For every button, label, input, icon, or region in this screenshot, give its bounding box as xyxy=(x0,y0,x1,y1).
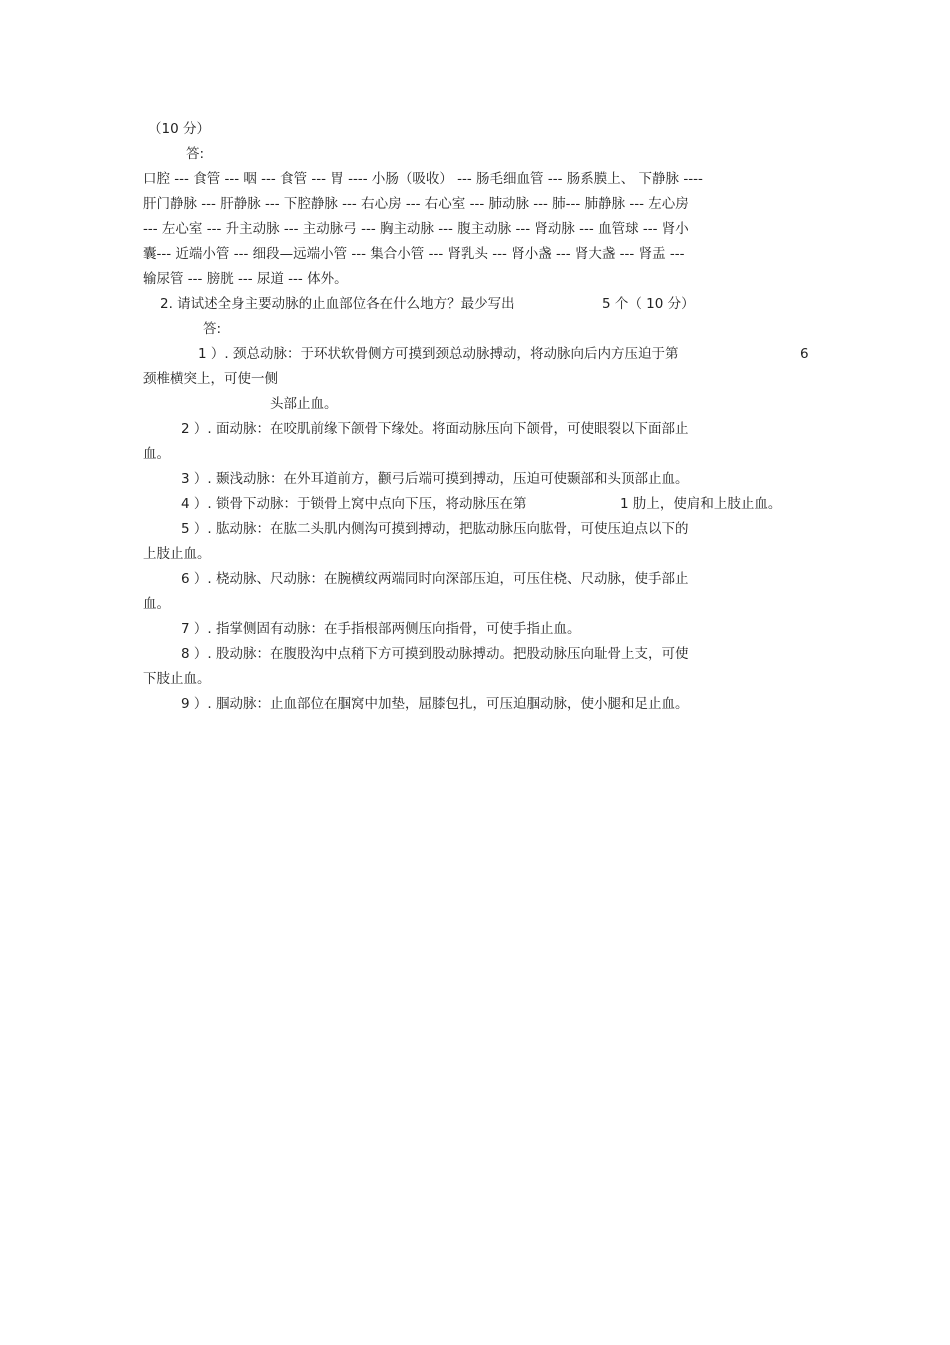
q2-item-2-cont: 血。 xyxy=(143,446,170,462)
q2-item-1-number: 6 xyxy=(800,346,809,362)
q1-score: （10 分） xyxy=(148,121,210,137)
q2-item-1-cont-2: 头部止血。 xyxy=(270,396,338,412)
q2-item-2: 2 ）. 面动脉：在咬肌前缘下颌骨下缘处。将面动脉压向下颌骨，可使眼裂以下面部止 xyxy=(181,421,689,437)
q2-item-5-cont: 上肢止血。 xyxy=(143,546,211,562)
q2-answer-label: 答: xyxy=(203,321,222,337)
q1-line-1: 口腔 --- 食管 --- 咽 --- 食管 --- 胃 ---- 小肠（吸收） --- 肠毛细血管 --- 肠系膜上、 下静脉 ---- xyxy=(143,171,703,187)
q2-item-9: 9 ）. 腘动脉：止血部位在腘窝中加垫，屈膝包扎，可压迫腘动脉，使小腿和足止血。 xyxy=(181,696,689,712)
q2-item-6-cont: 血。 xyxy=(143,596,170,612)
q2-question-count: 5 个（ 10 分） xyxy=(602,296,695,312)
q2-item-8-cont: 下肢止血。 xyxy=(143,671,211,687)
q2-question-text: 2. 请试述全身主要动脉的止血部位各在什么地方？最少写出 xyxy=(160,296,515,312)
q1-line-2: 肝门静脉 --- 肝静脉 --- 下腔静脉 --- 右心房 --- 右心室 --- 肺动脉 --- 肺--- 肺静脉 --- 左心房 xyxy=(143,196,689,212)
q1-line-4: 囊--- 近端小管 --- 细段—远端小管 --- 集合小管 --- 肾乳头 --- 肾小盏 --- 肾大盏 --- 肾盂 --- xyxy=(143,246,685,262)
q1-line-3: --- 左心室 --- 升主动脉 --- 主动脉弓 --- 胸主动脉 --- 腹主动脉 --- 肾动脉 --- 血管球 --- 肾小 xyxy=(143,221,689,237)
q2-item-7: 7 ）. 指掌侧固有动脉：在手指根部两侧压向指骨，可使手指止血。 xyxy=(181,621,581,637)
q1-line-5: 输尿管 --- 膀胱 --- 尿道 --- 体外。 xyxy=(143,271,348,287)
q2-item-8: 8 ）. 股动脉：在腹股沟中点稍下方可摸到股动脉搏动。把股动脉压向耻骨上支，可使 xyxy=(181,646,689,662)
q2-item-4: 4 ）. 锁骨下动脉：于锁骨上窝中点向下压，将动脉压在第 xyxy=(181,496,527,512)
q2-item-1: 1 ）. 颈总动脉：于环状软骨侧方可摸到颈总动脉搏动，将动脉向后内方压迫于第 xyxy=(198,346,679,362)
q2-item-6: 6 ）. 桡动脉、尺动脉：在腕横纹两端同时向深部压迫，可压住桡、尺动脉，使手部止 xyxy=(181,571,689,587)
q2-item-5: 5 ）. 肱动脉：在肱二头肌内侧沟可摸到搏动，把肱动脉压向肱骨，可使压迫点以下的 xyxy=(181,521,689,537)
q2-item-1-cont-1: 颈椎横突上，可使一侧 xyxy=(143,371,278,387)
q2-item-3: 3 ）. 颞浅动脉：在外耳道前方，颧弓后端可摸到搏动，压迫可使颞部和头顶部止血。 xyxy=(181,471,689,487)
q1-answer-label: 答: xyxy=(186,146,205,162)
q2-item-4-tail: 1 肋上，使肩和上肢止血。 xyxy=(620,496,782,512)
